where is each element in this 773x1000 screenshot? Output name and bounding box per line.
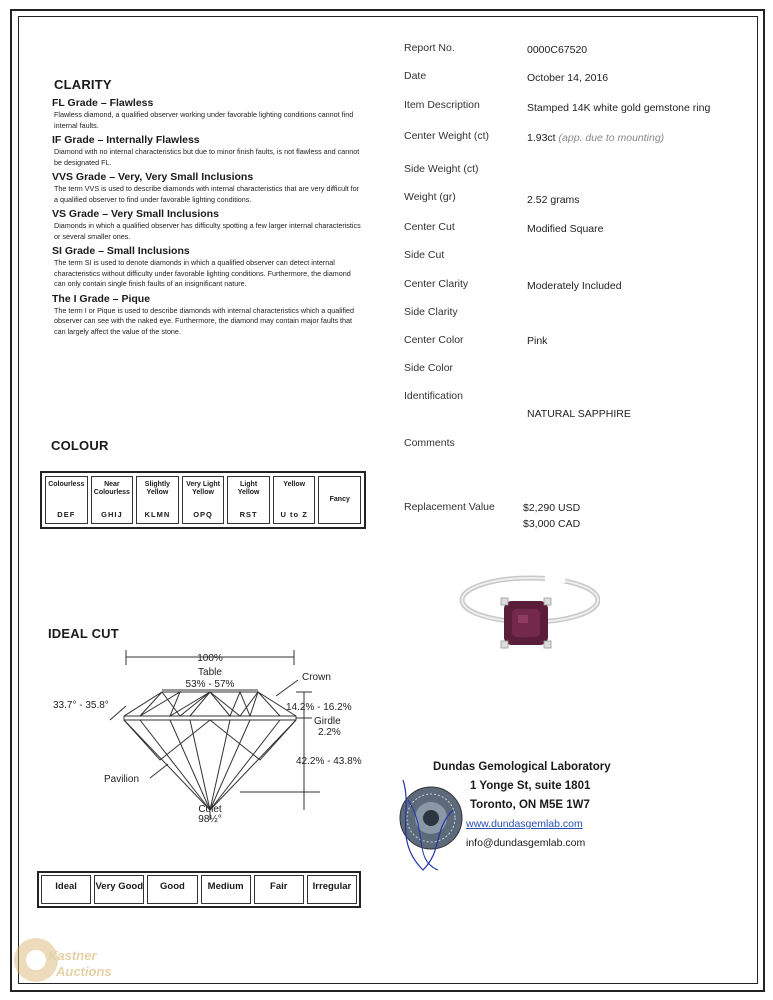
colour-cell-codes: U to Z bbox=[280, 510, 308, 519]
grade-name: FL Grade – Flawless bbox=[52, 97, 154, 109]
girdle-pct-label: 2.2% bbox=[318, 727, 341, 738]
lab-address-2: Toronto, ON M5E 1W7 bbox=[470, 799, 590, 811]
clarity-grade bbox=[52, 245, 362, 290]
grade-desc: The term SI is used to denote diamonds in which a qualified observer can detect internal characteristics without difficulty under favorable lighting conditions. Furthermore, the diamond can only contain single finish faults of an insignificant nature. bbox=[54, 258, 351, 288]
culet-pct-label: 98½° bbox=[198, 814, 222, 825]
colour-cell bbox=[136, 476, 179, 524]
grade-name: SI Grade – Small Inclusions bbox=[52, 245, 190, 257]
colour-cell bbox=[182, 476, 225, 524]
cut-grade-table bbox=[37, 871, 361, 908]
gemstone bbox=[504, 601, 548, 645]
pavilion-label: Pavilion bbox=[104, 774, 140, 785]
field-label-center-clarity: Center Clarity bbox=[404, 278, 469, 290]
field-label-comments: Comments bbox=[404, 437, 455, 449]
culet-label: Culet bbox=[198, 804, 222, 815]
grade-name: IF Grade – Internally Flawless bbox=[52, 134, 200, 146]
field-label-side-cut: Side Cut bbox=[404, 249, 445, 261]
clarity-title: CLARITY bbox=[54, 77, 112, 92]
field-label-report-no: Report No. bbox=[404, 42, 455, 54]
colour-cell-codes: KLMN bbox=[144, 510, 171, 519]
watermark-line-2: Auctions bbox=[56, 964, 112, 979]
field-value-center-clarity: Moderately Included bbox=[527, 280, 622, 292]
field-value-replacement-usd: $2,290 USD bbox=[523, 502, 581, 514]
ring-photo bbox=[440, 565, 600, 660]
colour-scale-table bbox=[40, 471, 366, 529]
field-label-item-description: Item Description bbox=[404, 99, 480, 111]
colour-cell-title: Slightly Yellow bbox=[144, 481, 171, 496]
ideal-cut-title: IDEAL CUT bbox=[48, 626, 119, 641]
field-label-side-clarity: Side Clarity bbox=[404, 306, 458, 318]
auction-watermark-logo bbox=[12, 930, 122, 990]
grade-desc: Diamond with no internal characteristics but due to minor finish faults, is not flawless and cannot be designated FL. bbox=[54, 147, 360, 167]
field-value-item-description: Stamped 14K white gold gemstone ring bbox=[527, 102, 711, 114]
colour-cell-codes: RST bbox=[239, 510, 258, 519]
clarity-grade bbox=[52, 171, 362, 205]
clarity-grades bbox=[52, 94, 362, 337]
cut-grade-cell: Irregular bbox=[307, 875, 357, 904]
colour-cell-codes: DEF bbox=[57, 510, 76, 519]
colour-cell-title: Colourless bbox=[48, 481, 85, 488]
lab-name: Dundas Gemological Laboratory bbox=[433, 761, 611, 773]
colour-cell-codes: GHIJ bbox=[101, 510, 123, 519]
colour-cell-title: Light Yellow bbox=[237, 481, 260, 496]
lab-website-link[interactable]: www.dundasgemlab.com bbox=[466, 818, 583, 830]
cut-grade-cell: Good bbox=[147, 875, 197, 904]
diamond-proportions-diagram bbox=[40, 640, 370, 830]
clarity-grade bbox=[52, 208, 362, 242]
crown-angle-label: 33.7° - 35.8° bbox=[53, 700, 109, 711]
center-weight-note: (app. due to mounting) bbox=[558, 132, 665, 144]
grade-desc: Flawless diamond, a qualified observer working under favorable lighting conditions cannot find internal faults. bbox=[54, 110, 354, 130]
grade-desc: Diamonds in which a qualified observer has difficulty spotting a few larger internal characteristics or several smaller ones. bbox=[54, 221, 361, 241]
field-value-center-color: Pink bbox=[527, 335, 548, 347]
colour-cell bbox=[273, 476, 316, 524]
lab-website[interactable] bbox=[466, 815, 611, 834]
colour-cell-title: Near Colourless bbox=[93, 481, 130, 496]
field-label-replacement-value: Replacement Value bbox=[404, 501, 495, 513]
field-label-identification: Identification bbox=[404, 390, 463, 402]
field-label-side-color: Side Color bbox=[404, 362, 454, 374]
colour-cell-title: Very Light Yellow bbox=[186, 481, 220, 496]
field-value-date: October 14, 2016 bbox=[527, 72, 609, 84]
field-label-center-color: Center Color bbox=[404, 334, 464, 346]
grade-desc: The term I or Pique is used to describe diamonds with internal characteristics which a qualified observer can see with the naked eye. Furthermore, the diamond may contain major faults that can largely affect the value of the stone. bbox=[54, 305, 355, 336]
grade-name: VVS Grade – Very, Very Small Inclusions bbox=[52, 171, 254, 183]
watermark-line-1: Kastner bbox=[48, 948, 97, 963]
field-label-center-cut: Center Cut bbox=[404, 221, 455, 233]
table-label: Table bbox=[198, 667, 222, 678]
grade-desc: The term VVS is used to describe diamonds with internal characteristics that are very difficult for a qualified observer to find under favorable lighting conditions. bbox=[54, 184, 360, 204]
field-value-replacement-cad: $3,000 CAD bbox=[523, 518, 581, 530]
colour-cell bbox=[91, 476, 134, 524]
colour-cell-title: Yellow bbox=[283, 481, 306, 488]
lab-email: info@dundasgemlab.com bbox=[466, 837, 586, 849]
pavilion-depth-label: 42.2% - 43.8% bbox=[296, 756, 362, 767]
field-label-center-weight: Center Weight (ct) bbox=[404, 130, 489, 142]
cut-grade-cell: Medium bbox=[201, 875, 251, 904]
girdle-label: Girdle bbox=[314, 716, 341, 727]
lab-info bbox=[430, 758, 611, 853]
field-value-weight: 2.52 grams bbox=[527, 194, 580, 206]
cut-grade-cell: Fair bbox=[254, 875, 304, 904]
center-weight-value: 1.93ct bbox=[527, 132, 556, 144]
width-label: 100% bbox=[197, 653, 223, 664]
colour-cell-codes: OPQ bbox=[193, 510, 213, 519]
field-label-date: Date bbox=[404, 70, 427, 82]
crown-height-label: 14.2% - 16.2% bbox=[286, 702, 352, 713]
crown-label: Crown bbox=[302, 672, 331, 683]
field-label-side-weight: Side Weight (ct) bbox=[404, 163, 479, 175]
cut-grade-cell: Very Good bbox=[94, 875, 144, 904]
field-value-center-cut: Modified Square bbox=[527, 223, 604, 235]
cut-grade-cell: Ideal bbox=[41, 875, 91, 904]
field-value-report-no: 0000C67520 bbox=[527, 44, 588, 56]
field-value-center-weight bbox=[527, 132, 664, 144]
field-label-weight: Weight (gr) bbox=[404, 191, 456, 203]
colour-cell bbox=[45, 476, 88, 524]
lab-address-1: 1 Yonge St, suite 1801 bbox=[470, 780, 591, 792]
colour-cell bbox=[227, 476, 270, 524]
colour-cell bbox=[318, 476, 361, 524]
clarity-grade bbox=[52, 97, 362, 131]
table-range-label: 53% - 57% bbox=[185, 679, 235, 690]
grade-name: The I Grade – Pique bbox=[52, 292, 151, 305]
colour-title: COLOUR bbox=[51, 438, 109, 453]
colour-cell-title: Fancy bbox=[329, 496, 350, 503]
clarity-grade bbox=[52, 134, 362, 168]
clarity-grade bbox=[52, 293, 362, 338]
grade-name: VS Grade – Very Small Inclusions bbox=[52, 208, 219, 220]
field-value-identification: NATURAL SAPPHIRE bbox=[527, 408, 631, 420]
